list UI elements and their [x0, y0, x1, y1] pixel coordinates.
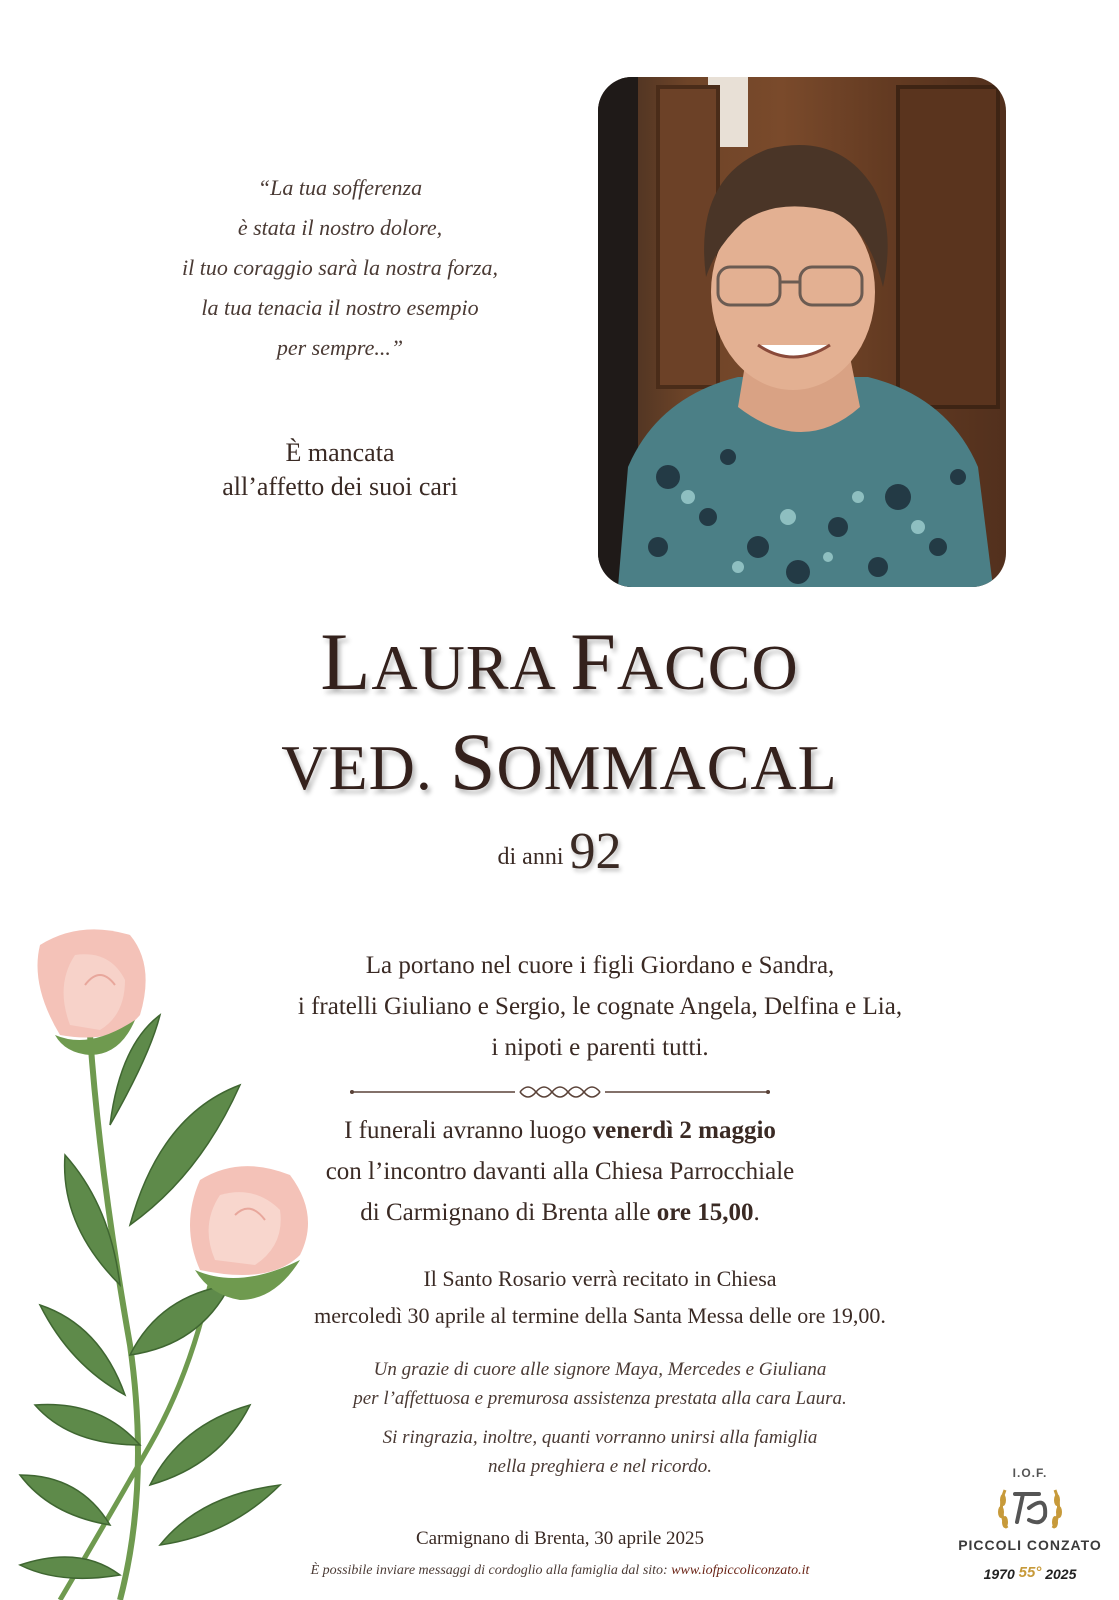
memorial-quote	[120, 168, 560, 368]
year-end: 2025	[1045, 1566, 1077, 1582]
name-smallcaps: OMMACAL	[496, 732, 838, 803]
logo-years	[950, 1564, 1110, 1582]
funeral-date: venerdì 2 maggio	[592, 1117, 776, 1144]
rosary-line: mercoledì 30 aprile al termine della Santa Messa delle ore 19,00.	[314, 1303, 886, 1328]
rose-illustration	[0, 925, 330, 1600]
rosary-line: Il Santo Rosario verrà recitato in Chiesa	[423, 1266, 777, 1291]
portrait-photo	[598, 77, 1006, 587]
family-line: La portano nel cuore i figli Giordano e Sandra,	[365, 952, 835, 979]
passed-line: È mancata	[285, 438, 395, 467]
funeral-text: .	[753, 1199, 760, 1226]
condolence-text: È possibile inviare messaggi di cordoglio alla famiglia dal sito:	[310, 1563, 672, 1578]
quote-line: il tuo coraggio sarà la nostra forza,	[182, 255, 498, 280]
age-value: 92	[569, 823, 622, 880]
funeral-text: I funerali avranno luogo	[344, 1117, 593, 1144]
thanks-line: per l’affettuosa e premurosa assistenza prestata alla cara Laura.	[353, 1388, 847, 1409]
family-line: i fratelli Giuliano e Sergio, le cognate Angela, Delfina e Lia,	[297, 993, 903, 1020]
thanks-line: nella preghiera e nel ricordo.	[488, 1456, 712, 1477]
anniversary: 55°	[1018, 1564, 1042, 1581]
ornament-divider	[350, 1080, 770, 1104]
age-label: di anni	[497, 844, 564, 870]
thanks-line: Un grazie di cuore alle signore Maya, Mercedes e Giuliana	[373, 1359, 827, 1380]
quote-line: “La tua sofferenza	[257, 175, 423, 200]
portrait-illustration	[598, 77, 1006, 587]
year-start: 1970	[983, 1566, 1015, 1582]
funeral-line: con l’incontro davanti alla Chiesa Parrocchiale	[325, 1158, 795, 1185]
funeral-time: ore 15,00	[656, 1199, 754, 1226]
name-initial: S	[449, 716, 497, 807]
family-line: i nipoti e parenti tutti.	[491, 1034, 709, 1061]
quote-line: è stata il nostro dolore,	[237, 215, 443, 240]
quote-line: la tua tenacia il nostro esempio	[201, 295, 479, 320]
thanks-line: Si ringrazia, inoltre, quanti vorranno unirsi alla famiglia	[382, 1427, 818, 1448]
logo-iof: I.O.F.	[1012, 1466, 1048, 1480]
name-smallcaps: VED.	[281, 732, 450, 803]
funeral-home-logo	[950, 1466, 1110, 1596]
passed-line: all’affetto dei suoi cari	[222, 472, 458, 501]
deceased-name-line2	[0, 712, 1119, 818]
website-link[interactable]: www.iofpiccoliconzato.it	[671, 1563, 810, 1578]
name-smallcaps: ACCO	[616, 632, 799, 703]
name-initial: L	[320, 616, 372, 707]
logo-name: PICCOLI CONZATO	[958, 1537, 1102, 1553]
passed-away-text	[170, 436, 510, 504]
name-initial: F	[570, 616, 617, 707]
place-date: Carmignano di Brenta, 30 aprile 2025	[415, 1528, 705, 1549]
funeral-text: di Carmignano di Brenta alle	[360, 1199, 657, 1226]
laurel-emblem-icon	[995, 1480, 1065, 1536]
quote-line: per sempre...”	[276, 335, 404, 360]
deceased-name-line1	[0, 612, 1119, 718]
name-smallcaps: AURA	[371, 632, 571, 703]
age	[0, 822, 1119, 881]
